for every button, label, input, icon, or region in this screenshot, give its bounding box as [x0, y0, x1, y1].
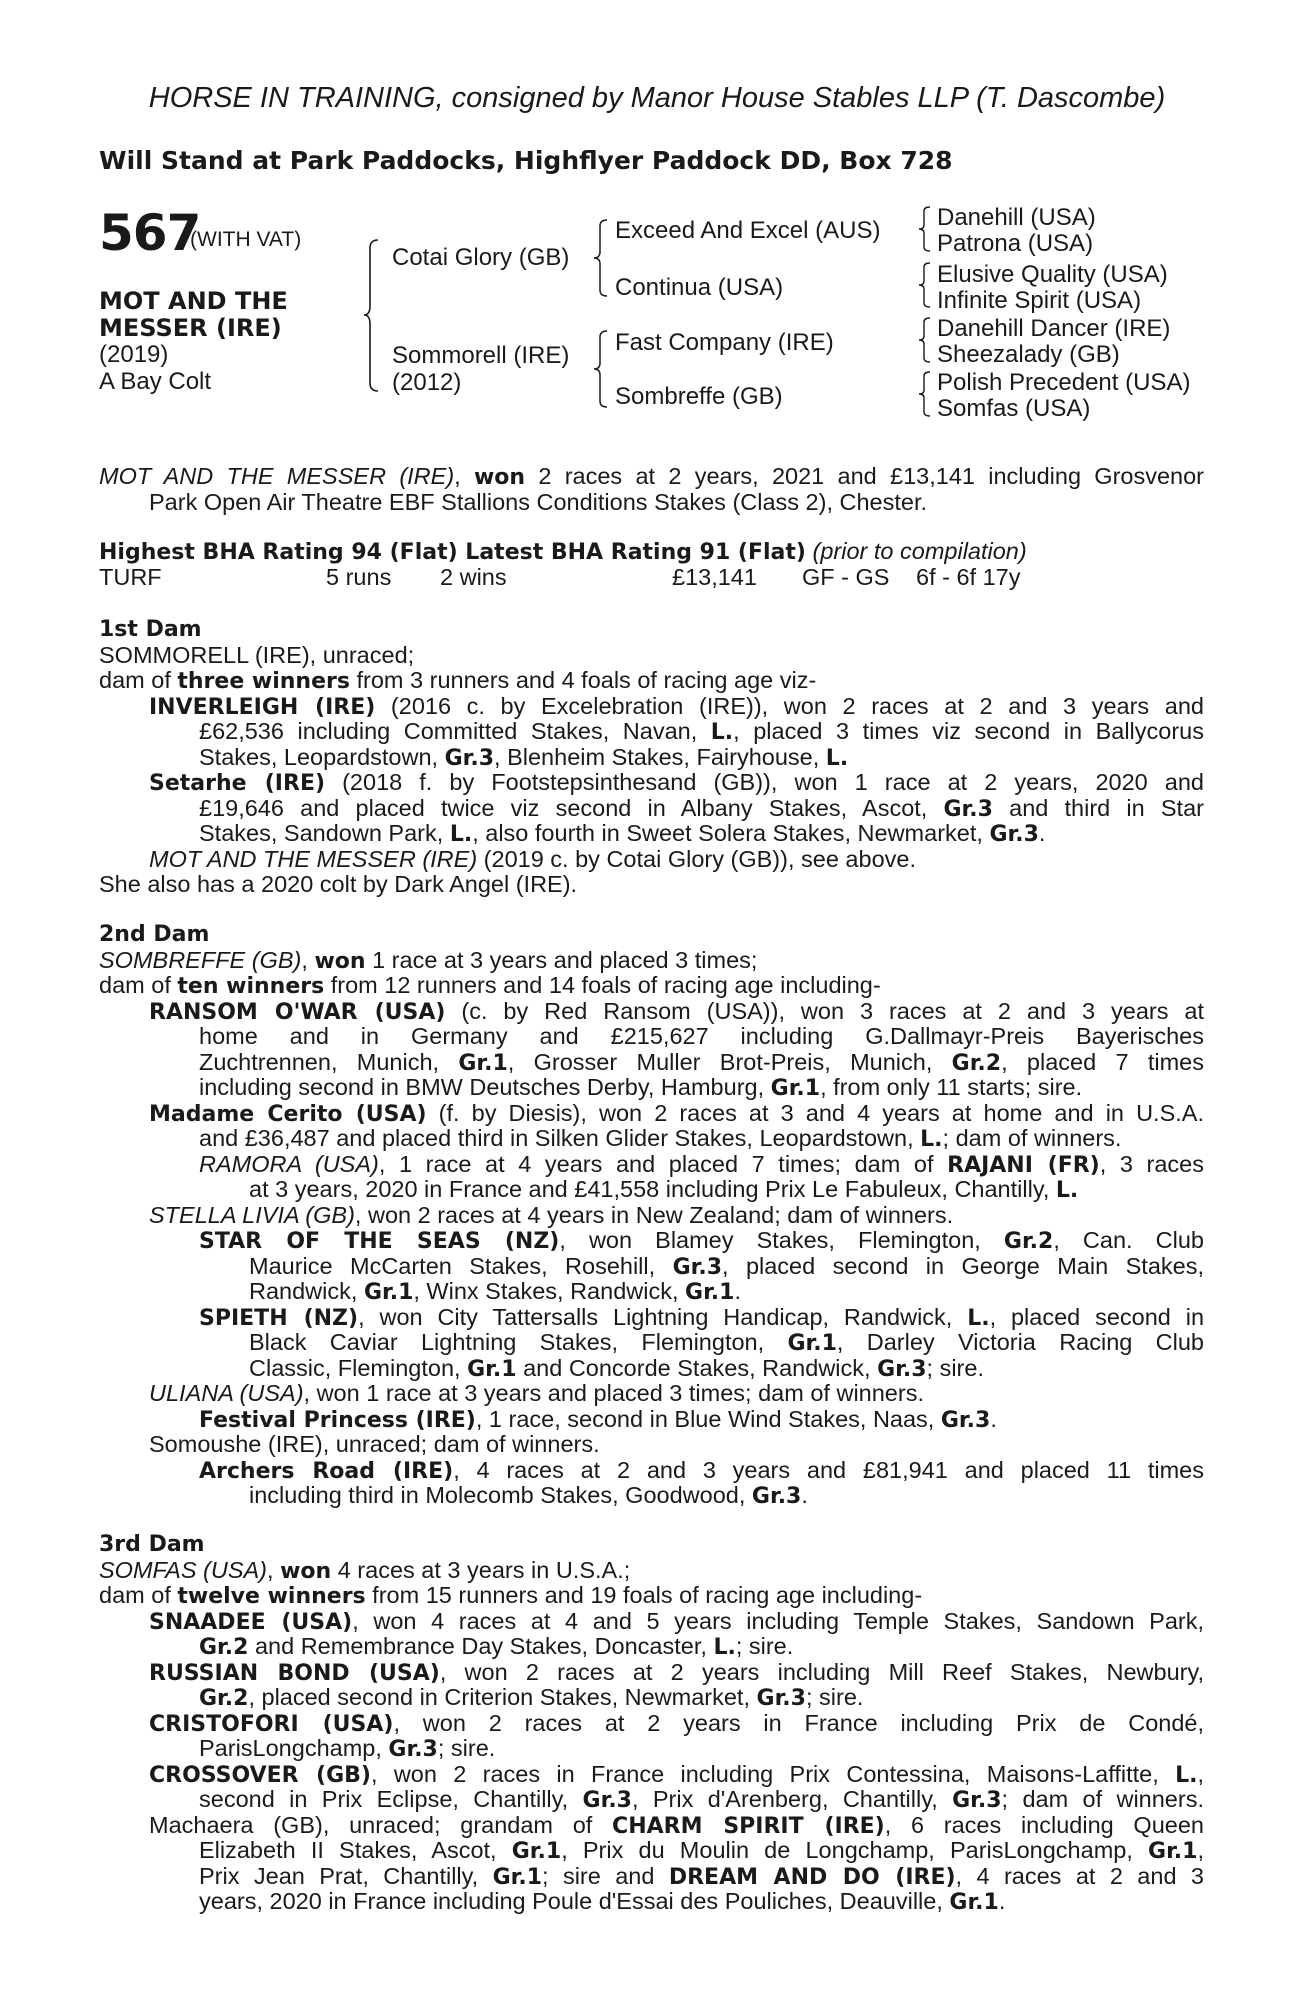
consignor-heading: HORSE IN TRAINING, consigned by Manor House Stables LLP (T. Dascombe) [148, 82, 1166, 114]
pedigree-dam-year: (2012) [392, 369, 462, 396]
g-brace-3-icon [917, 316, 933, 364]
pedigree-sire: Cotai Glory (GB) [392, 244, 570, 271]
pedigree-g2: Patrona (USA) [937, 230, 1094, 257]
g-brace-1-icon [917, 205, 933, 253]
foal-year: (2019) [99, 341, 169, 368]
sire-line-brace-icon [592, 218, 610, 298]
second-dam-heading: 2nd Dam [99, 922, 210, 947]
g-brace-4-icon [917, 370, 933, 418]
sire-dam-brace-icon [362, 238, 382, 393]
pedigree-dam-sire: Fast Company (IRE) [615, 329, 834, 356]
pedigree-g5: Danehill Dancer (IRE) [937, 315, 1171, 342]
rating-block: Highest BHA Rating 94 (Flat) Latest BHA Rating 91 (Flat) (prior to compilation) [99, 538, 1027, 565]
lot-number: 567 [99, 204, 201, 262]
first-dam-section: 1st Dam SOMMORELL (IRE), unraced; dam of three winners from 3 runners and 4 foals of racing age viz- INVERLEIGH (IRE) (2016 c. by Excelebration (IRE)), won 2 races at 2 and 3 years and £62,536 including Committed Stakes, Navan, L., placed 3 times viz second in Ballycorus Stakes, Leopardstown, Gr.3, Blenheim Stakes, Fairyhouse, L. Setarhe (IRE) (2018 f. by Footstepsinthesand (GB)), won 1 race at 2 years, 2020 and £19,646 and placed twice viz second in Albany Stakes, Ascot, Gr.3 and third in Star Stakes, Sandown Park, L., also fourth in Sweet Solera Stakes, Newmarket, Gr.3. MOT AND THE MESSER (IRE) (2019 c. by Cotai Glory (GB)), see above. She also has a 2020 colt by Dark Angel (IRE). [99, 617, 1204, 897]
pedigree-g7: Polish Precedent (USA) [937, 369, 1191, 396]
pedigree-g4: Infinite Spirit (USA) [937, 287, 1142, 314]
third-dam-heading: 3rd Dam [99, 1532, 205, 1557]
pedigree-g1: Danehill (USA) [937, 204, 1096, 231]
bha-rating: Highest BHA Rating 94 (Flat) Latest BHA Rating 91 (Flat) [99, 540, 806, 565]
dam-line-brace-icon [592, 329, 610, 409]
rating-wins: 2 wins [440, 564, 507, 590]
first-dam-heading: 1st Dam [99, 617, 202, 642]
rating-runs: 5 runs [326, 564, 392, 590]
rating-distance: 6f - 6f 17y [916, 564, 1021, 590]
pedigree-g6: Sheezalady (GB) [937, 341, 1120, 368]
horse-name-line1: MOT AND THE [99, 287, 288, 315]
pedigree-sire-dam: Continua (USA) [615, 274, 784, 301]
horse-name [99, 288, 288, 342]
rating-surface: TURF [99, 564, 162, 590]
pedigree-g3: Elusive Quality (USA) [937, 261, 1168, 288]
vat-note: (WITH VAT) [190, 228, 302, 251]
rating-going: GF - GS [802, 564, 890, 590]
horse-name-line2: MESSER (IRE) [99, 314, 282, 342]
pedigree-sire-sire: Exceed And Excel (AUS) [615, 217, 881, 244]
second-dam-section: 2nd Dam SOMBREFFE (GB), won 1 race at 3 years and placed 3 times; dam of ten winners from 12 runners and 14 foals of racing age including- RANSOM O'WAR (USA) (c. by Red Ransom (USA)), won 3 races at 2 and 3 years at home and in Germany and £215,627 including G.Dallmayr-Preis Bayerisches Zuchtrennen, Munich, Gr.1, Grosser Muller Brot-Preis, Munich, Gr.2, placed 7 times including second in BMW Deutsches Derby, Hamburg, Gr.1, from only 11 starts; sire. Madame Cerito (USA) (f. by Diesis), won 2 races at 3 and 4 years at home and in U.S.A. and £36,487 and placed third in Silken Glider Stakes, Leopardstown, L.; dam of winners. RAMORA (USA), 1 race at 4 years and placed 7 times; dam of RAJANI (FR), 3 races at 3 years, 2020 in France and £41,558 including Prix Le Fabuleux, Chantilly, L. STELLA LIVIA (GB), won 2 races at 4 years in New Zealand; dam of winners. STAR OF THE SEAS (NZ), won Blamey Stakes, Flemington, Gr.2, Can. Club Maurice McCarten Stakes, Rosehill, Gr.3, placed second in George Main Stakes, Randwick, Gr.1, Winx Stakes, Randwick, Gr.1. SPIETH (NZ), won City Tattersalls Lightning Handicap, Randwick, L., placed second in Black Caviar Lightning Stakes, Flemington, Gr.1, Darley Victoria Racing Club Classic, Flemington, Gr.1 and Concorde Stakes, Randwick, Gr.3; sire. ULIANA (USA), won 1 race at 3 years and placed 3 times; dam of winners. Festival Princess (IRE), 1 race, second in Blue Wind Stakes, Naas, Gr.3. Somoushe (IRE), unraced; dam of winners. Archers Road (IRE), 4 races at 2 and 3 years and £81,941 and placed 11 times including third in Molecomb Stakes, Goodwood, Gr.3. [99, 922, 1205, 1509]
pedigree-dam-dam: Sombreffe (GB) [615, 383, 783, 410]
race-summary: MOT AND THE MESSER (IRE), won 2 races at 2 years, 2021 and £13,141 including Grosvenor Park Open Air Theatre EBF Stallions Conditions Stakes (Class 2), Chester. [99, 463, 1204, 515]
rating-earnings: £13,141 [672, 564, 757, 590]
third-dam-section: 3rd Dam SOMFAS (USA), won 4 races at 3 years in U.S.A.; dam of twelve winners from 15 runners and 19 foals of racing age including- SNAADEE (USA), won 4 races at 4 and 5 years including Temple Stakes, Sandown Park, Gr.2 and Remembrance Day Stakes, Doncaster, L.; sire. RUSSIAN BOND (USA), won 2 races at 2 years including Mill Reef Stakes, Newbury, Gr.2, placed second in Criterion Stakes, Newmarket, Gr.3; sire. CRISTOFORI (USA), won 2 races at 2 years in France including Prix de Condé, ParisLongchamp, Gr.3; sire. CROSSOVER (GB), won 2 races in France including Prix Contessina, Maisons-Laffitte, L., second in Prix Eclipse, Chantilly, Gr.3, Prix d'Arenberg, Chantilly, Gr.3; dam of winners. Machaera (GB), unraced; grandam of CHARM SPIRIT (IRE), 6 races including Queen Elizabeth II Stakes, Ascot, Gr.1, Prix du Moulin de Longchamp, ParisLongchamp, Gr.1, Prix Jean Prat, Chantilly, Gr.1; sire and DREAM AND DO (IRE), 4 races at 2 and 3 years, 2020 in France including Poule d'Essai des Pouliches, Deauville, Gr.1. [99, 1532, 1205, 1915]
pedigree-dam: Sommorell (IRE) [392, 342, 570, 369]
pedigree-g8: Somfas (USA) [937, 395, 1091, 422]
horse-description: A Bay Colt [99, 368, 212, 395]
g-brace-2-icon [917, 261, 933, 309]
stand-location: Will Stand at Park Paddocks, Highflyer Paddock DD, Box 728 [99, 146, 953, 175]
